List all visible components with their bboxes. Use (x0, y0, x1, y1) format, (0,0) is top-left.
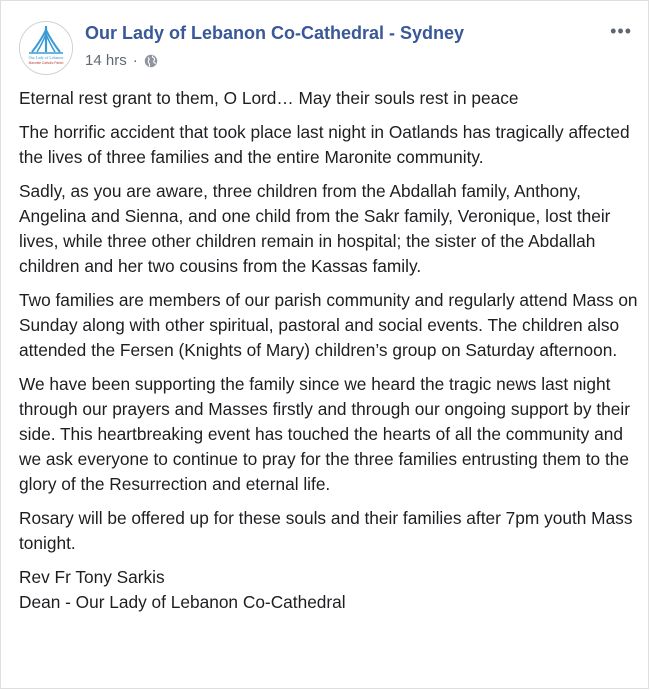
church-logo (20, 22, 72, 74)
post-signature (19, 565, 641, 615)
post-paragraph: Rosary will be offered up for these souls and their families after 7pm youth Mass tonight. (19, 508, 633, 553)
post-meta (85, 52, 158, 69)
avatar-logo-text: Our Lady of Lebanon (28, 55, 64, 60)
post-paragraph: Sadly, as you are aware, three children from the Abdallah family, Anthony, Angelina and Sienna, and one child from the Sakr family, Veronique, lost their lives, while three other children remain in hospital; the sister of the Abdallah children and her two cousins from the Kassas family. (19, 181, 611, 276)
avatar-logo-subtext: Maronite Catholic Parish (28, 61, 64, 65)
post-paragraph: We have been supporting the family since we heard the tragic news last night through our prayers and Masses firstly and through our ongoing support by their side. This heartbreaking event has touched the hearts of all the community and we ask everyone to continue to pray for the three families entrusting them to the glory of the Resurrection and eternal life. (19, 374, 630, 494)
post-paragraph: Eternal rest grant to them, O Lord… May their souls rest in peace (19, 88, 519, 108)
globe-icon[interactable] (144, 54, 158, 68)
signature-title: Dean - Our Lady of Lebanon Co-Cathedral (19, 592, 346, 612)
page-avatar[interactable] (19, 21, 73, 75)
post-paragraph: Two families are members of our parish community and regularly attend Mass on Sunday along with other spiritual, pastoral and social events. The children also attended the Fersen (Knights of Mary) children’s group on Saturday afternoon. (19, 290, 638, 360)
more-options-icon[interactable]: ••• (610, 21, 632, 41)
post-timestamp[interactable]: 14 hrs (85, 52, 127, 69)
post-body (19, 86, 641, 615)
meta-separator: · (132, 52, 138, 69)
page-name-link[interactable]: Our Lady of Lebanon Co-Cathedral - Sydney (85, 23, 465, 43)
post-header (19, 19, 638, 75)
signature-name: Rev Fr Tony Sarkis (19, 567, 165, 587)
post-paragraph: The horrific accident that took place last night in Oatlands has tragically affected the lives of three families and the entire Maronite community. (19, 122, 630, 167)
